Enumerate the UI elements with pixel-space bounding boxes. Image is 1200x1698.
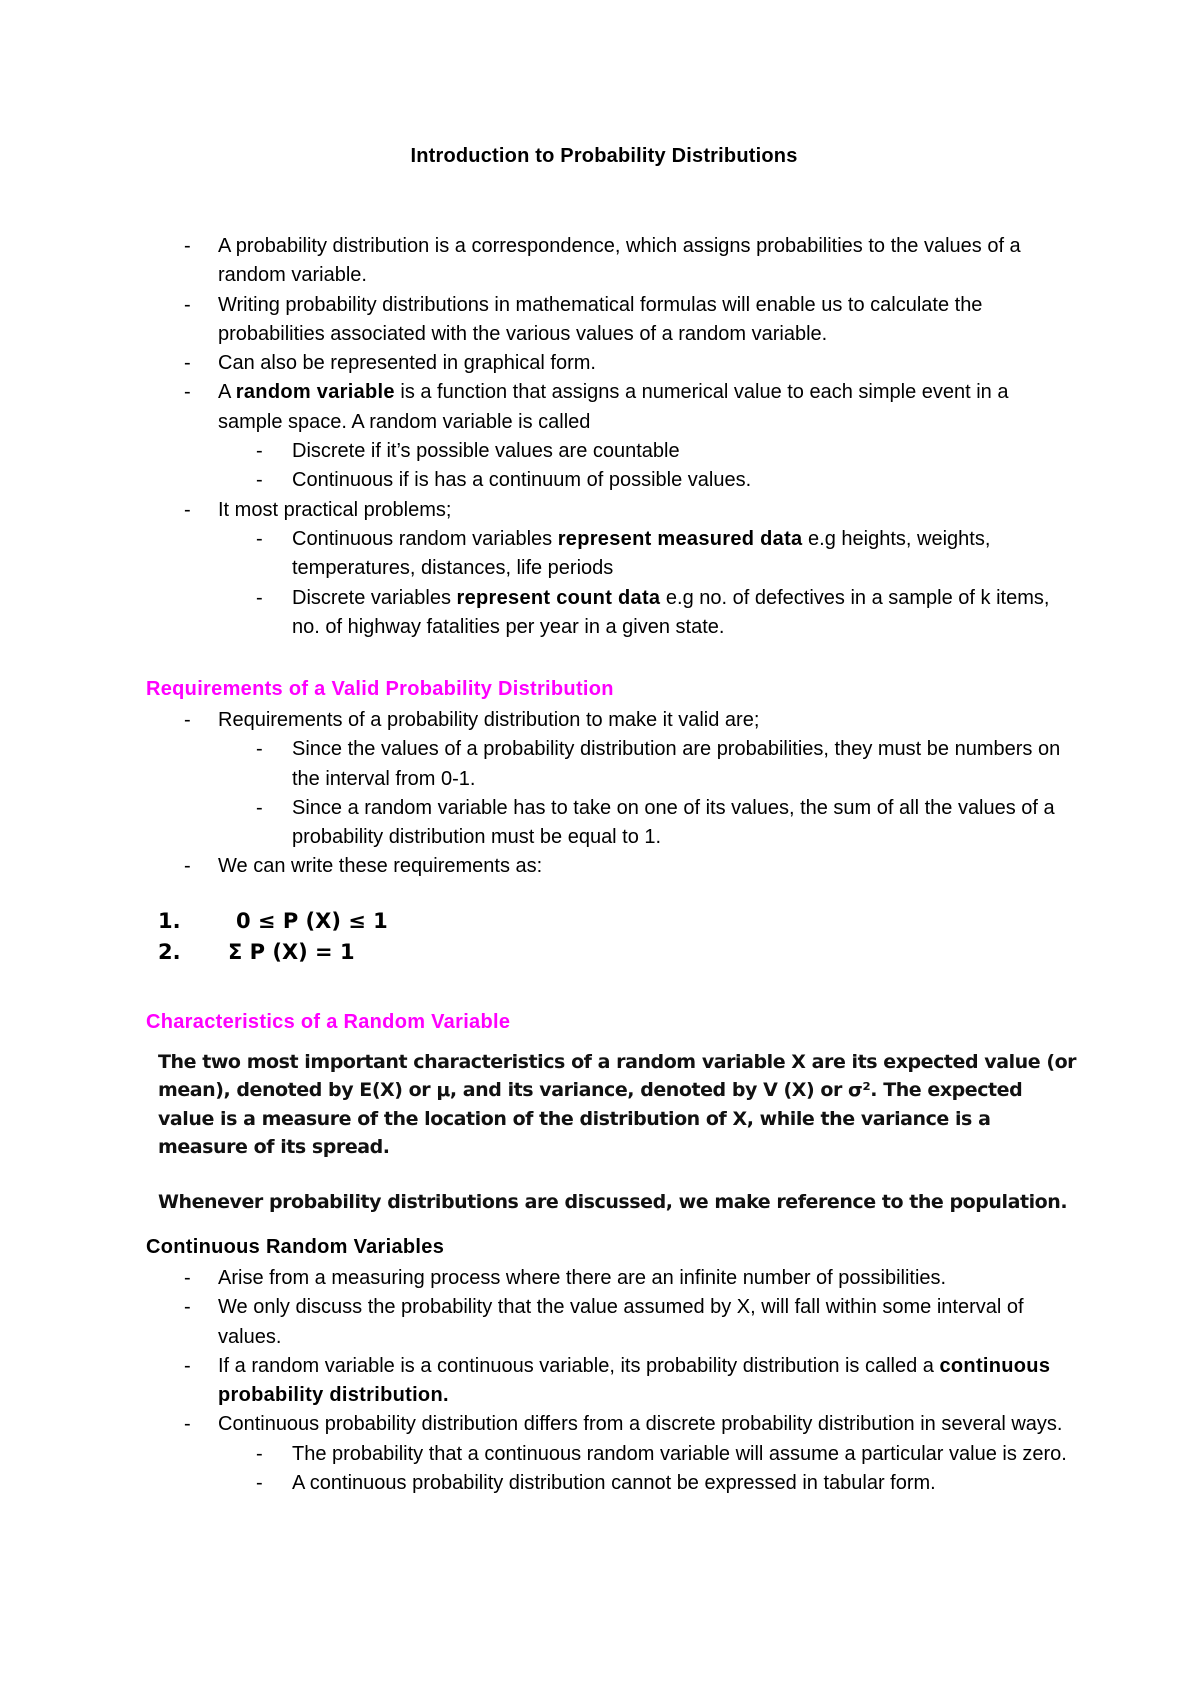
bullet-text: We only discuss the probability that the value assumed by X, will fall within some interval of values.: [218, 1296, 1024, 1348]
bullet-text: Continuous if is has a continuum of possible values.: [292, 469, 752, 492]
sub-bullet-item: [146, 525, 1076, 584]
characteristics-heading: Characteristics of a Random Variable: [146, 1011, 511, 1033]
formula-number: 1.: [158, 909, 181, 933]
bullet-item: [146, 852, 1076, 881]
bullet-text: Arise from a measuring process where there are an infinite number of possibilities.: [218, 1267, 947, 1289]
bullet-item: [146, 1293, 1076, 1352]
continuous-bullet-list: [146, 1264, 1076, 1498]
bullet-text: e.g heights, weights, temperatures, distances, life periods: [292, 527, 991, 580]
characteristics-paragraph: Whenever probability distributions are discussed, we make reference to the population.: [158, 1190, 1068, 1213]
bullet-text: e.g no. of defectives in a sample of k items, no. of highway fatalities per year in a given state.: [292, 586, 1050, 638]
bullet-text: We can write these requirements as:: [218, 855, 543, 878]
sub-bullet-item: [146, 1440, 1076, 1469]
formula-expression: 0 ≤ P (X) ≤ 1: [236, 909, 388, 933]
bullet-text: A continuous probability distribution cannot be expressed in tabular form.: [292, 1472, 936, 1495]
bullet-text: A: [218, 381, 236, 404]
bullet-text: is a function that assigns a numerical value to each simple event in a sample space. A random variable is called: [218, 381, 1009, 433]
bullet-text: Writing probability distributions in mathematical formulas will enable us to calculate the probabilities associated with the various values of a random variable.: [218, 293, 983, 345]
sub-bullet-item: [146, 735, 1076, 794]
bullet-bold-text: random variable: [235, 381, 395, 404]
bullet-item: [146, 1352, 1076, 1411]
formula-expression: Σ P (X) = 1: [228, 940, 355, 964]
formula-number: 2.: [158, 940, 181, 964]
bullet-item: [146, 706, 1076, 735]
requirements-heading: Requirements of a Valid Probability Distribution: [146, 678, 614, 700]
bullet-text: Continuous random variables: [292, 527, 558, 550]
bullet-text: Since a random variable has to take on one of its values, the sum of all the values of a probability distribution must be equal to 1.: [292, 796, 1055, 849]
requirements-bullet-list: [146, 706, 1076, 882]
bullet-bold-text: represent measured data: [557, 527, 803, 550]
bullet-text: Discrete variables: [292, 586, 457, 609]
bullet-item: [146, 291, 1076, 350]
bullet-text: It most practical problems;: [218, 498, 452, 521]
document-title: Introduction to Probability Distributions: [410, 145, 798, 167]
bullet-text: A probability distribution is a correspondence, which assigns probabilities to the values of a random variable.: [218, 235, 1021, 287]
characteristics-text: [158, 1048, 1078, 1216]
bullet-bold-text: represent count data: [456, 586, 661, 609]
bullet-text: If a random variable is a continuous variable, its probability distribution is called a: [218, 1354, 940, 1377]
characteristics-paragraph: The two most important characteristics of a random variable X are its expected value (or mean), denoted by E(X) or μ, and its variance, denoted by V (X) or σ². The expected value is a measure of the location of the distribution of X, while the variance is a measure of its spread.: [158, 1051, 1077, 1159]
sub-bullet-item: [146, 584, 1076, 643]
bullet-item: [146, 378, 1076, 437]
sub-bullet-item: [146, 466, 1076, 495]
bullet-text: Since the values of a probability distribution are probabilities, they must be numbers on the interval from 0-1.: [292, 738, 1061, 790]
formula-row: [158, 937, 388, 968]
bullet-text: Discrete if it’s possible values are countable: [292, 440, 680, 463]
bullet-item: [146, 1410, 1076, 1439]
formula-row: [158, 906, 388, 937]
bullet-text: Can also be represented in graphical form.: [218, 352, 596, 375]
sub-bullet-item: [146, 437, 1076, 466]
bullet-text: Requirements of a probability distribution to make it valid are;: [218, 709, 760, 731]
bullet-item: [146, 349, 1076, 378]
bullet-item: [146, 1264, 1076, 1293]
intro-bullet-list: [146, 232, 1076, 642]
sub-bullet-item: [146, 794, 1076, 853]
continuous-heading: Continuous Random Variables: [146, 1236, 445, 1258]
bullet-text: The probability that a continuous random variable will assume a particular value is zero.: [292, 1442, 1067, 1465]
bullet-text: Continuous probability distribution differs from a discrete probability distribution in several ways.: [218, 1413, 1063, 1436]
bullet-bold-text: continuous probability distribution.: [218, 1354, 1051, 1407]
bullet-item: [146, 232, 1076, 291]
sub-bullet-item: [146, 1469, 1076, 1498]
bullet-item: [146, 496, 1076, 525]
requirements-formulas: [158, 906, 388, 968]
